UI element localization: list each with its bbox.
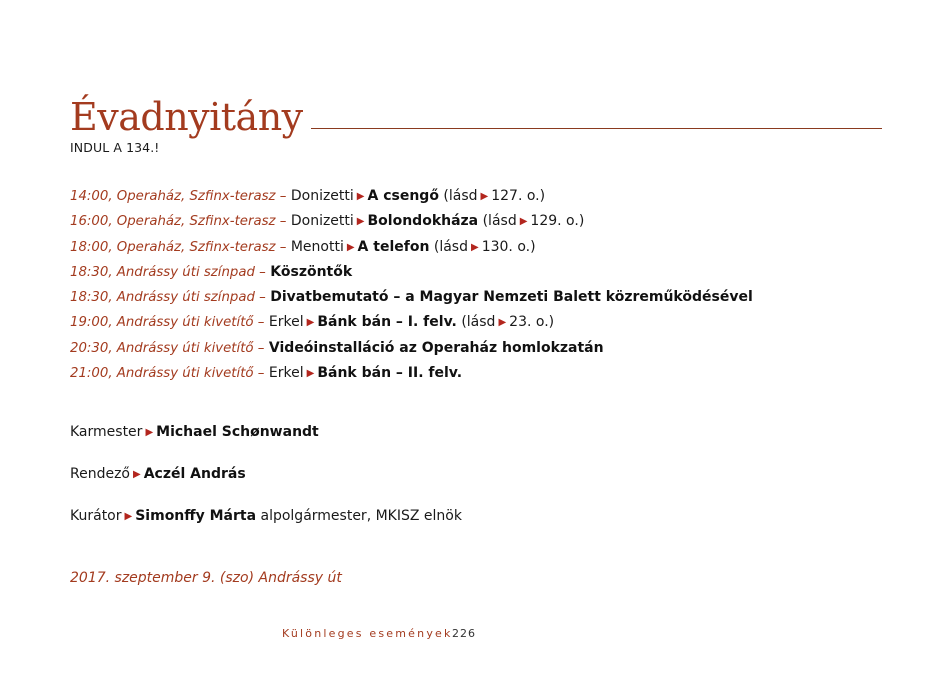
- schedule-ref-page: 127. o.): [491, 188, 546, 204]
- title-rule: [311, 128, 882, 129]
- schedule-ref-open: (lásd: [461, 314, 496, 331]
- page-number: 226: [452, 627, 476, 640]
- schedule-location: 18:30, Andrássy úti színpad –: [70, 290, 266, 306]
- triangle-right-icon: ▶: [133, 469, 141, 480]
- schedule-location: 14:00, Operaház, Szfinx-terasz –: [70, 189, 287, 204]
- credit-name: Michael Schønwandt: [156, 424, 319, 440]
- credit-name: Aczél András: [143, 466, 246, 482]
- title-row: [70, 86, 882, 139]
- schedule-ref-open: (lásd: [482, 213, 517, 230]
- triangle-right-icon: ▶: [124, 511, 133, 522]
- credit-conductor: [70, 424, 319, 440]
- schedule-row: [70, 312, 910, 337]
- triangle-right-icon: ▶: [306, 368, 315, 380]
- schedule-list: [70, 186, 910, 388]
- triangle-right-icon: ▶: [519, 216, 528, 228]
- credit-suffix: alpolgármester, MKISZ elnök: [260, 508, 462, 524]
- schedule-ref-page: 23. o.): [509, 314, 555, 331]
- page-subtitle: INDUL A 134.!: [70, 140, 160, 155]
- schedule-row: [70, 338, 910, 363]
- schedule-location: 19:00, Andrássy úti kivetítő –: [70, 315, 265, 331]
- triangle-right-icon: ▶: [346, 241, 355, 253]
- triangle-right-icon: ▶: [306, 317, 315, 329]
- credit-label: Rendező: [70, 466, 130, 482]
- triangle-right-icon: ▶: [498, 317, 507, 329]
- schedule-row: [70, 287, 910, 312]
- schedule-work: A csengő: [367, 188, 439, 204]
- schedule-work: Bánk bán – II. felv.: [317, 365, 463, 382]
- schedule-composer: Erkel: [268, 365, 304, 382]
- schedule-location: 21:00, Andrássy úti kivetítő –: [70, 366, 265, 382]
- schedule-location: 20:30, Andrássy úti kivetítő –: [70, 340, 265, 356]
- schedule-row: [70, 211, 910, 236]
- credit-label: Karmester: [70, 424, 143, 440]
- schedule-location: 18:00, Operaház, Szfinx-terasz –: [70, 239, 287, 255]
- schedule-work: Bánk bán – I. felv.: [317, 314, 457, 331]
- triangle-right-icon: ▶: [480, 191, 489, 202]
- schedule-location: 16:00, Operaház, Szfinx-terasz –: [70, 214, 287, 230]
- triangle-right-icon: ▶: [471, 241, 479, 253]
- credit-director: [70, 466, 246, 482]
- schedule-work: A telefon: [357, 238, 430, 255]
- schedule-ref-open: (lásd: [433, 238, 468, 255]
- schedule-work: Bolondokháza: [367, 213, 479, 230]
- triangle-right-icon: ▶: [356, 216, 365, 228]
- schedule-ref-open: (lásd: [443, 188, 478, 204]
- credit-name: Simonffy Márta: [135, 508, 257, 524]
- schedule-location: 18:30, Andrássy úti színpad –: [70, 264, 266, 280]
- schedule-composer: Donizetti: [290, 188, 354, 204]
- schedule-row: [70, 186, 910, 211]
- schedule-row: [70, 363, 910, 388]
- schedule-composer: Menotti: [290, 238, 344, 255]
- footer-section-label: Különleges események: [282, 627, 453, 640]
- triangle-right-icon: ▶: [145, 427, 154, 438]
- schedule-row: [70, 262, 910, 287]
- schedule-ref-page: 130. o.): [481, 238, 536, 255]
- schedule-ref-page: 129. o.): [530, 213, 585, 230]
- page-title: Évadnyitány: [70, 95, 303, 139]
- schedule-composer: Donizetti: [290, 213, 354, 230]
- schedule-work: Videóinstalláció az Operaház homlokzatán: [268, 339, 604, 356]
- schedule-work: Divatbemutató – a Magyar Nemzeti Balett közreműködésével: [270, 289, 753, 306]
- schedule-composer: Erkel: [268, 314, 304, 331]
- event-date: 2017. szeptember 9. (szo) Andrássy út: [70, 570, 342, 586]
- schedule-work: Köszöntők: [270, 263, 353, 280]
- schedule-row: [70, 237, 910, 262]
- credit-curator: [70, 508, 462, 524]
- credit-label: Kurátor: [70, 508, 122, 524]
- triangle-right-icon: ▶: [356, 191, 365, 202]
